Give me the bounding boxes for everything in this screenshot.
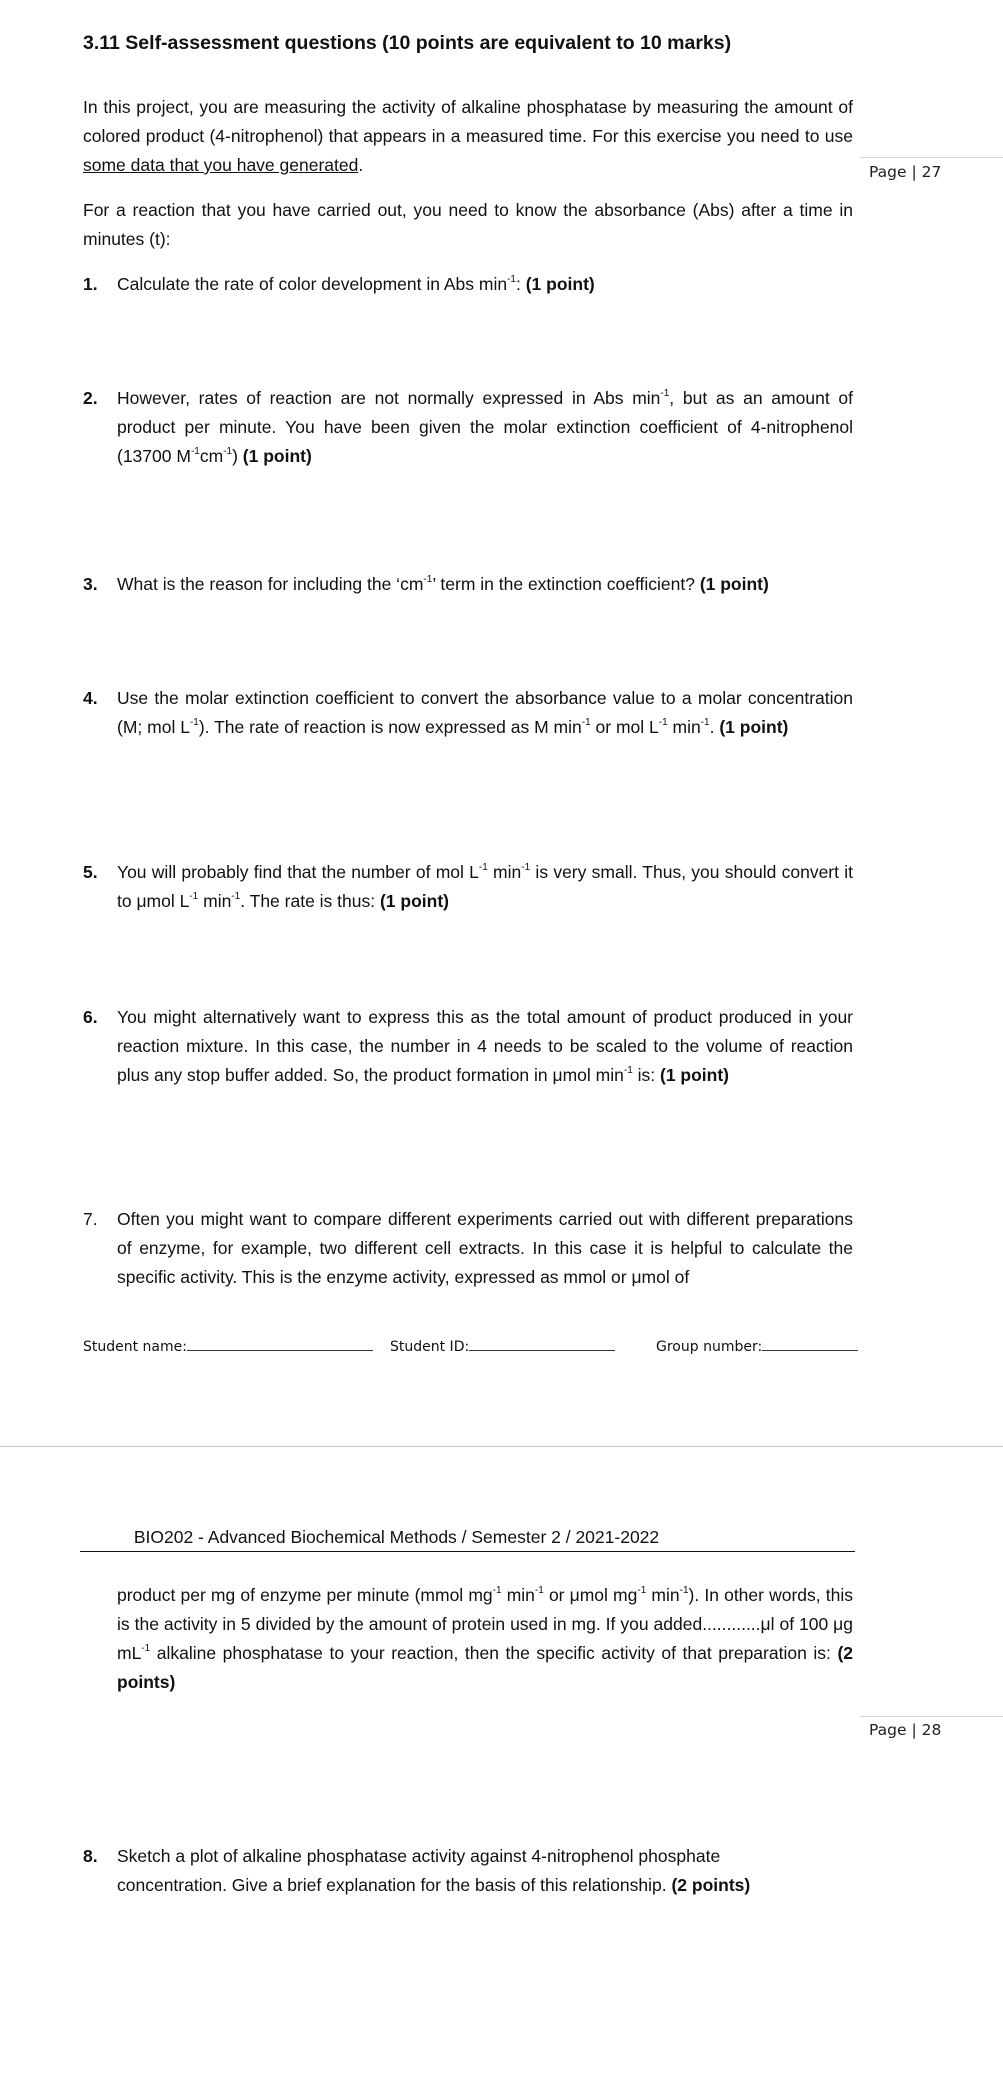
page-rule-2 [860,1716,1003,1717]
page-number-2: Page | 28 [869,1721,942,1739]
page-header: BIO202 - Advanced Biochemical Methods / Semester 2 / 2021-2022 [133,1527,660,1547]
student-id-field[interactable]: Student ID: [390,1338,615,1355]
underlined-phrase: some data that you have generated [83,155,359,175]
question-1: 1. Calculate the rate of color development in Abs $\min^{-1}$: (1 point) [83,274,595,294]
student-name-field[interactable]: Student name: [83,1338,373,1355]
question-3: 3. What is the reason for including the ‘$cm^{-1}$’ term in the extinction coefficient? (1 point) [83,574,769,594]
page-number: Page | 27 [869,163,942,181]
page-divider [0,1446,1003,1447]
question-5: 5. You will probably find that the number of mol $L^{-1}$ $\min^{-1}$ is very small. Thus, you should convert it to μmol $L^{-1}$ $\min^{-1}$. The rate is thus: (1 point) [83,862,854,911]
question-4: 4. Use the molar extinction coefficient to convert the absorbance value to a molar concentration (M; mol $L^{-1}$). The rate of reaction is now expressed as M $\min^{-1}$ or mol $L^{-1}$ $\min^{-1}$. (1 point) [83,688,853,737]
question-8: 8. Sketch a plot of alkaline phosphatase activity against 4-nitrophenol phosphate concentration. Give a brief explanation for the basis of this relationship. (2 points) [83,1846,751,1895]
group-number-field[interactable]: Group number: [656,1338,858,1355]
page-rule [860,157,1003,158]
question-2: 2. However, rates of reaction are not normally expressed in Abs $\min^{-1}$, but as an amount of product per minute. You have been given the molar extinction coefficient of 4-nitrophenol (13700 $M^{-1}cm^{-1}$) (1 point) [83,388,853,466]
question-6: 6. You might alternatively want to express this as the total amount of product produced in your reaction mixture. In this case, the number in 4 needs to be scaled to the volume of reaction plus any stop buffer added. So, the product formation in μmol $\min^{-1}$ is: (1 point) [83,1007,853,1085]
section-title: 3.11 Self-assessment questions (10 points are equivalent to 10 marks) [83,32,732,54]
intro-paragraph: In this project, you are measuring the activity of alkaline phosphatase by measuring the amount of colored product (4-nitrophenol) that appears in a measured time. For this exercise you need to use some data that you have generated. [83,97,853,175]
intro-paragraph-2: For a reaction that you have carried out, you need to know the absorbance (Abs) after a time in minutes (t): [83,200,853,249]
header-rule [80,1551,855,1552]
question-7-continued: product per mg of enzyme per minute (mmol $mg^{-1}$ $\min^{-1}$ or μmol $mg^{-1}$ $\min^{-1}$). In other words, this is the activity in 5 divided by the amount of protein used in mg. If you added............μl of 100 μg $mL^{-1}$ alkaline phosphatase to your reaction, then the specific activity of that preparation is: (2 points) [117,1585,854,1692]
question-7: 7. Often you might want to compare different experiments carried out with different preparations of enzyme, for example, two different cell extracts. In this case it is helpful to calculate the specific activity. This is the enzyme activity, expressed as mmol or μmol of [83,1209,853,1287]
